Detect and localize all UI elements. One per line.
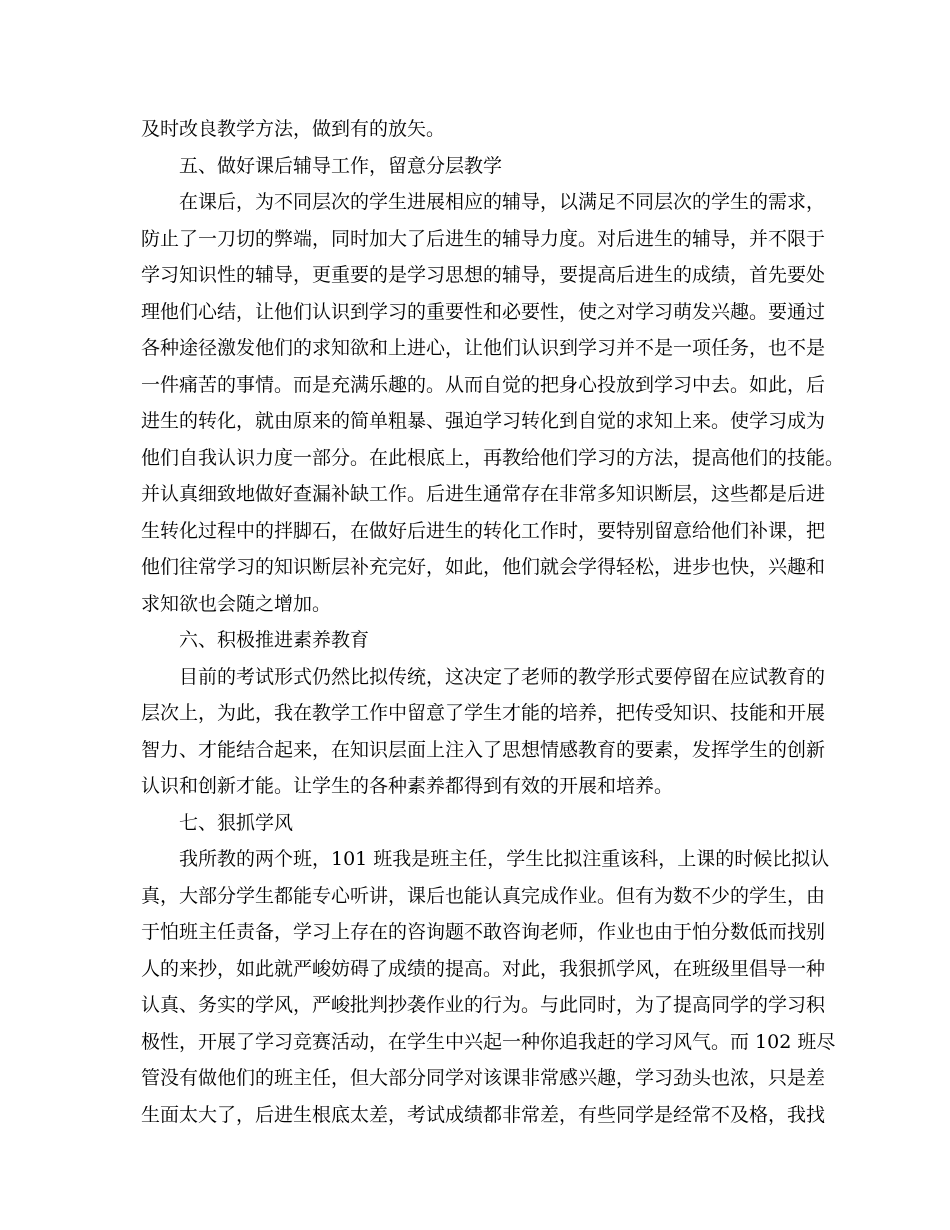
- paragraph-line: 求知欲也会随之增加。: [141, 593, 332, 615]
- paragraph-line: 一件痛苦的事情。而是充满乐趣的。从而自觉的把身心投放到学习中去。如此，后: [141, 374, 826, 396]
- paragraph-line: 他们自我认识力度一部分。在此根底上，再教给他们学习的方法，提高他们的技能。: [141, 447, 845, 469]
- paragraph-line-indented: 七、狠抓学风: [179, 812, 294, 834]
- paragraph-line: 人的来抄，如此就严峻妨碍了成绩的提高。对此，我狠抓学风，在班级里倡导一种: [141, 958, 826, 980]
- paragraph-line: 智力、才能结合起来，在知识层面上注入了思想情感教育的要素，发挥学生的创新: [141, 739, 826, 761]
- paragraph-line: 层次上，为此，我在教学工作中留意了学生才能的培养，把传受知识、技能和开展: [141, 702, 826, 724]
- paragraph-line: 防止了一刀切的弊端，同时加大了后进生的辅导力度。对后进生的辅导，并不限于: [141, 228, 826, 250]
- paragraph-line: 学习知识性的辅导，更重要的是学习思想的辅导，要提高后进生的成绩，首先要处: [141, 264, 826, 286]
- paragraph-line: 管没有做他们的班主任，但大部分同学对该课非常感兴趣，学习劲头也浓，只是差: [141, 1067, 826, 1089]
- paragraph-line: 极性，开展了学习竞赛活动，在学生中兴起一种你追我赶的学习风气。而 102 班尽: [141, 1031, 836, 1053]
- paragraph-line-indented: 五、做好课后辅导工作，留意分层教学: [179, 155, 503, 177]
- paragraph-line: 他们往常学习的知识断层补充完好，如此，他们就会学得轻松，进步也快，兴趣和: [141, 556, 826, 578]
- paragraph-line: 于怕班主任责备，学习上存在的咨询题不敢咨询老师，作业也由于怕分数低而找别: [141, 921, 826, 943]
- paragraph-line: 真，大部分学生都能专心听讲，课后也能认真完成作业。但有为数不少的学生，由: [141, 885, 826, 907]
- paragraph-line: 生面太大了，后进生根底太差，考试成绩都非常差，有些同学是经常不及格，我找: [141, 1104, 826, 1126]
- paragraph-line-indented: 目前的考试形式仍然比拟传统，这决定了老师的教学形式要停留在应试教育的: [179, 666, 826, 688]
- paragraph-line-indented: 六、积极推进素养教育: [179, 629, 370, 651]
- paragraph-line: 并认真细致地做好查漏补缺工作。后进生通常存在非常多知识断层，这些都是后进: [141, 483, 826, 505]
- paragraph-line-indented: 在课后，为不同层次的学生进展相应的辅导，以满足不同层次的学生的需求，: [179, 191, 826, 213]
- paragraph-line: 认识和创新才能。让学生的各种素养都得到有效的开展和培养。: [141, 775, 674, 797]
- paragraph-line: 认真、务实的学风，严峻批判抄袭作业的行为。与此同时，为了提高同学的学习积: [141, 994, 826, 1016]
- paragraph-line: 进生的转化，就由原来的简单粗暴、强迫学习转化到自觉的求知上来。使学习成为: [141, 410, 826, 432]
- paragraph-line: 及时改良教学方法，做到有的放矢。: [141, 118, 446, 140]
- paragraph-line: 各种途径激发他们的求知欲和上进心，让他们认识到学习并不是一项任务，也不是: [141, 337, 826, 359]
- paragraph-line: 生转化过程中的拌脚石，在做好后进生的转化工作时，要特别留意给他们补课，把: [141, 520, 826, 542]
- paragraph-line: 理他们心结，让他们认识到学习的重要性和必要性，使之对学习萌发兴趣。要通过: [141, 301, 826, 323]
- paragraph-line-indented: 我所教的两个班，101 班我是班主任，学生比拟注重该科，上课的时候比拟认: [179, 848, 830, 870]
